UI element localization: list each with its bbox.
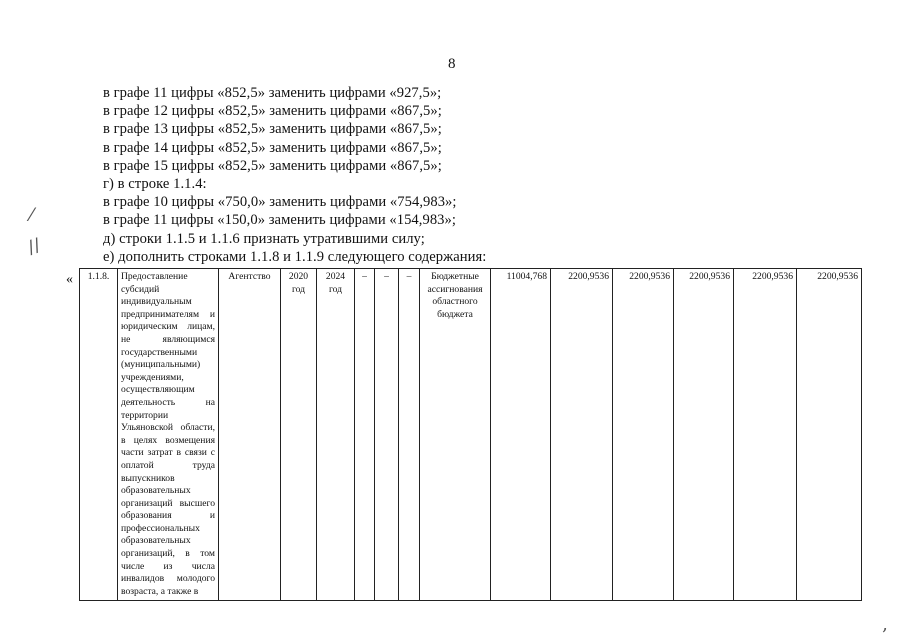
- year-amount-cell: 2200,9536: [674, 269, 734, 601]
- dash-cell: –: [355, 269, 375, 601]
- amendment-line: в графе 15 цифры «852,5» заменить цифрами «867,5»;: [103, 157, 442, 174]
- amendment-line: г) в строке 1.1.4:: [103, 176, 207, 193]
- funding-source-cell: Бюджетные ассигнования областного бюджета: [420, 269, 491, 601]
- dash-cell: –: [399, 269, 420, 601]
- page-number: 8: [448, 56, 456, 72]
- amendment-line: в графе 14 цифры «852,5» заменить цифрами «867,5»;: [103, 139, 442, 156]
- amendment-line: в графе 11 цифры «150,0» заменить цифрами «154,983»;: [103, 212, 456, 229]
- end-year-cell: 2024 год: [317, 269, 355, 601]
- scan-artifact-mark: //: [24, 234, 44, 259]
- table-row: [80, 269, 862, 601]
- opening-quote-mark: «: [66, 272, 73, 287]
- description-cell: Предоставление субсидий индивидуальным предпринимателям и юридическим лицам, не являющимся государственными (муниципальными) учреждениями, осуществляющим деятельность на территории Ульяновской области, в целях возмещения части затрат в связи с оплатой труда выпускников образовательных организаций высшего образования и профессиональных образовательных организаций, в том числе из числа инвалидов молодого возраста, а также в: [118, 269, 219, 601]
- row-number-cell: 1.1.8.: [80, 269, 118, 601]
- year-amount-cell: 2200,9536: [551, 269, 613, 601]
- start-year-cell: 2020 год: [281, 269, 317, 601]
- amendment-list: [103, 84, 486, 266]
- year-amount-cell: 2200,9536: [797, 269, 862, 601]
- total-amount-cell: 11004,768: [491, 269, 551, 601]
- scan-artifact-mark: ‚: [882, 614, 888, 635]
- dash-cell: –: [375, 269, 399, 601]
- amendment-line: в графе 13 цифры «852,5» заменить цифрами «867,5»;: [103, 121, 442, 138]
- year-amount-cell: 2200,9536: [734, 269, 797, 601]
- executor-cell: Агентство: [219, 269, 281, 601]
- amendment-line: в графе 12 цифры «852,5» заменить цифрами «867,5»;: [103, 103, 442, 120]
- scan-artifact-mark: ⁄: [30, 205, 34, 226]
- year-amount-cell: 2200,9536: [613, 269, 674, 601]
- amendment-line: в графе 11 цифры «852,5» заменить цифрами «927,5»;: [103, 85, 442, 101]
- amendment-line: е) дополнить строками 1.1.8 и 1.1.9 следующего содержания:: [103, 248, 487, 265]
- amendment-line: д) строки 1.1.5 и 1.1.6 признать утратившими силу;: [103, 230, 425, 247]
- amendment-line: в графе 10 цифры «750,0» заменить цифрами «754,983»;: [103, 194, 457, 211]
- program-table: [79, 268, 862, 601]
